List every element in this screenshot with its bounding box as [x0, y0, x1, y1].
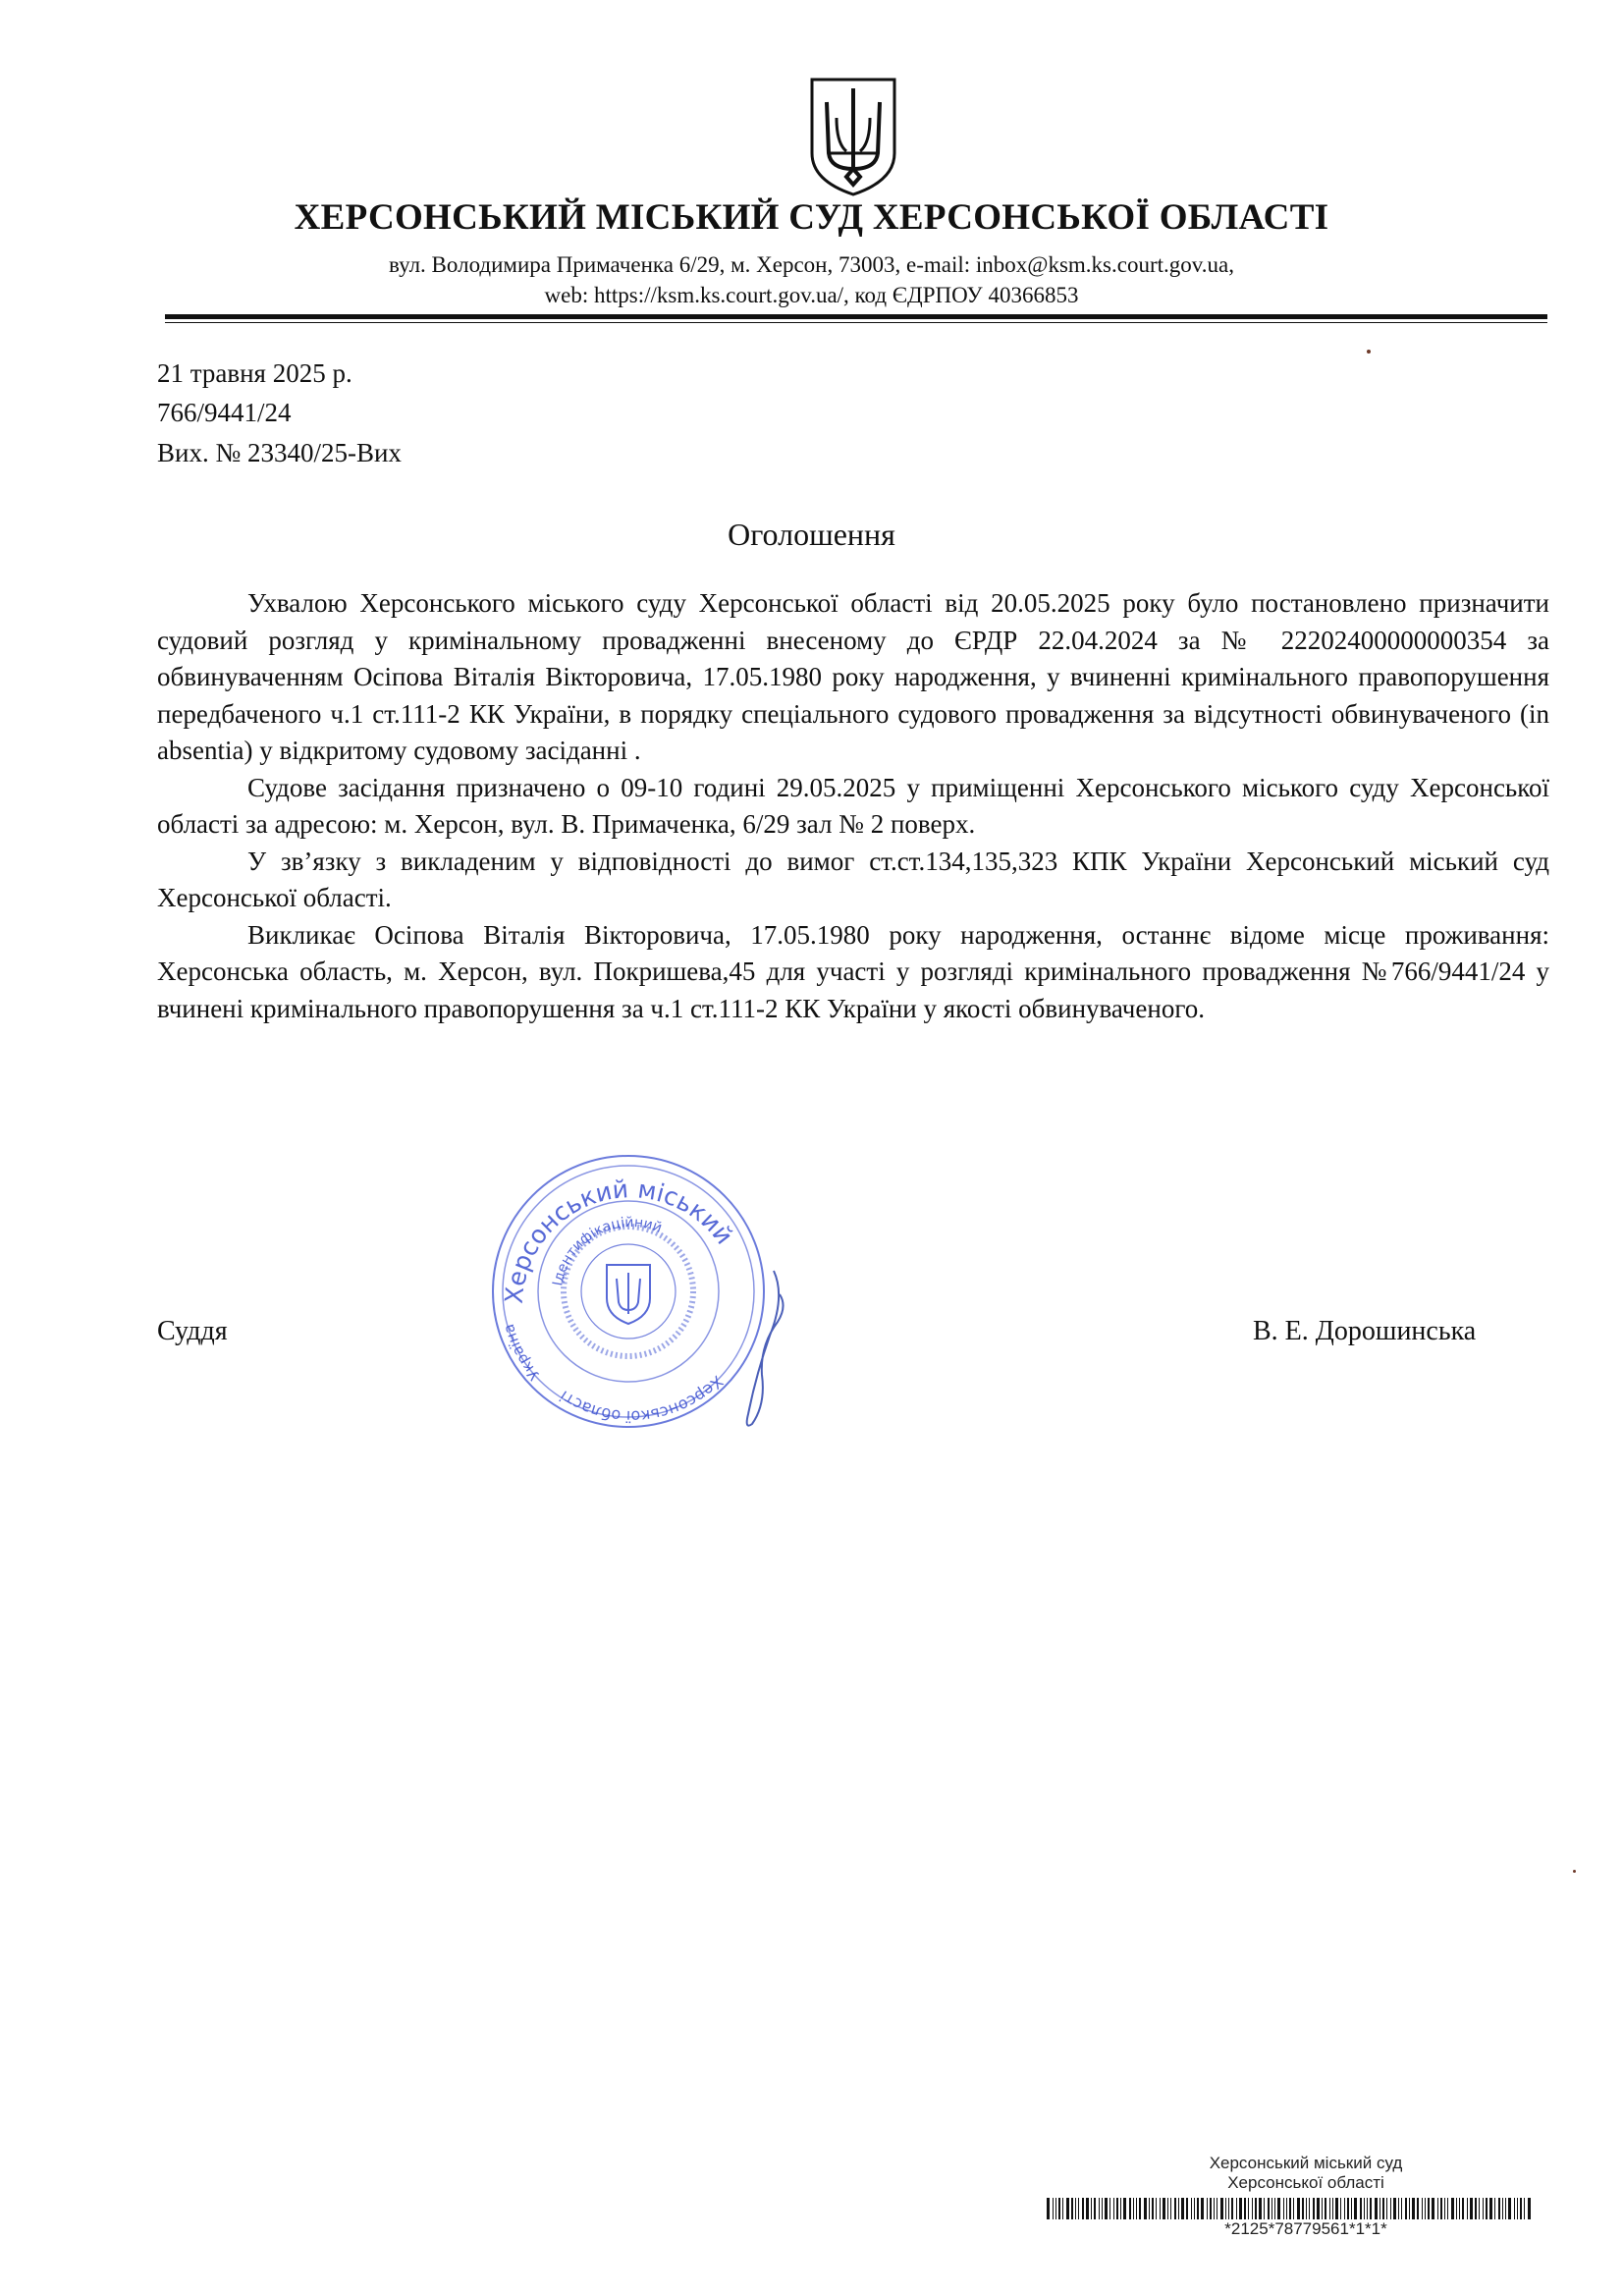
handwritten-signature: [727, 1267, 795, 1434]
court-name: ХЕРСОНСЬКИЙ МІСЬКИЙ СУД ХЕРСОНСЬКОЇ ОБЛАСТІ: [294, 197, 1329, 238]
header-divider-thin: [165, 322, 1547, 323]
registry-court-region: Херсонської області: [1227, 2173, 1384, 2192]
court-web-and-code: web: https://ksm.ks.court.gov.ua/, код ЄДРПОУ 40366853: [544, 283, 1079, 307]
stamp-left-text: Україна: [499, 1322, 544, 1385]
outgoing-number: Вих. № 23340/25-Вих: [157, 438, 402, 467]
signature-role: Суддя: [157, 1316, 228, 1346]
stamp-bottom-text: Херсонської області: [556, 1372, 728, 1427]
trident-coat-of-arms-icon: [807, 75, 899, 197]
document-heading: Оголошення: [728, 517, 895, 552]
paragraph-ruling: Ухвалою Херсонського міського суду Херсонської області від 20.05.2025 року було постановлено призначити судовий розгляд у кримінальному провадженні внесеному до ЄРДР 22.04.2024 за № 22202400000000354 за обвинуваченням Осіпова Віталія Вікторовича, 17.05.1980 року народження, у вчиненні кримінального правопорушення передбаченого ч.1 ст.111-2 КК України, в порядку спеціального судового провадження за відсутності обвинуваченого (in absentia) у відкритому судовому засіданні .: [157, 588, 1549, 765]
paragraph-legal-basis: У зв’язку з викладеним у відповідності до вимог ст.ст.134,135,323 КПК України Херсонський міський суд Херсонської області.: [157, 846, 1549, 912]
barcode-number: *2125*78779561*1*1*: [1224, 2219, 1387, 2238]
header-divider: [165, 314, 1547, 319]
stamp-outer-text: Херсонський міський: [499, 1175, 739, 1305]
scan-speck: [1573, 1870, 1576, 1873]
announcement-body: [157, 585, 1549, 1027]
scan-speck: [1367, 350, 1371, 354]
registry-court-name: Херсонський міський суд: [1209, 2154, 1403, 2172]
registry-barcode: [1047, 2198, 1534, 2219]
stamp-inner-text: Ідентифікаційний: [550, 1214, 665, 1287]
signature-name: В. Е. Дорошинська: [1253, 1316, 1477, 1346]
case-number: 766/9441/24: [157, 398, 292, 427]
paragraph-hearing: Судове засідання призначено о 09-10 годині 29.05.2025 у приміщенні Херсонського міського суду Херсонської області за адресою: м. Херсон, вул. В. Примаченка, 6/29 зал № 2 поверх.: [157, 772, 1549, 839]
paragraph-summons: Викликає Осіпова Віталія Вікторовича, 17.05.1980 року народження, останнє відоме місце проживання: Херсонська область, м. Херсон, вул. Покришева,45 для участі у розгляді кримінального провадження №766/9441/24 у вчинені кримінального правопорушення за ч.1 ст.111-2 КК України у якості обвинуваченого.: [157, 919, 1549, 1023]
document-date: 21 травня 2025 р.: [157, 358, 352, 388]
court-address: вул. Володимира Примаченка 6/29, м. Херсон, 73003, e-mail: inbox@ksm.ks.court.gov.ua,: [389, 252, 1234, 277]
